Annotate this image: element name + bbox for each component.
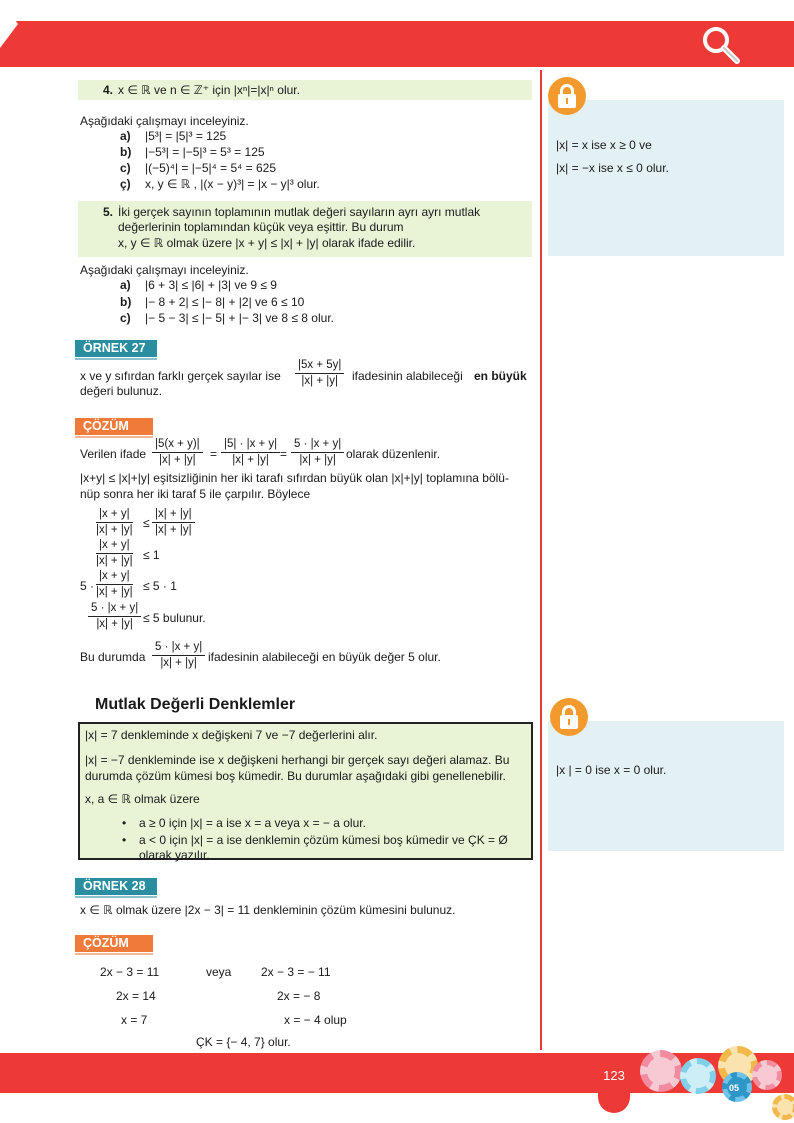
cozum28-l3: x = 7 (121, 1013, 148, 1027)
cozum28-r2: 2x = − 8 (277, 989, 321, 1003)
cozum27-final-b: ifadesinin alabileceği en büyük değer 5 olur. (208, 650, 441, 664)
work2-item-b: |− 8 + 2| ≤ |− 8| + |2| ve 6 ≤ 10 (145, 295, 305, 309)
cozum28-r3: x = − 4 olup (284, 1013, 347, 1027)
step3-frac (93, 570, 136, 599)
bullet2-dot: • (122, 833, 127, 847)
ornek27-question-bold: en büyük (474, 369, 527, 383)
cozum27-frac2-num: |5| · |x + y| (221, 438, 280, 453)
rule5-line3: x, y ∈ ℝ olmak üzere |x + y| ≤ |x| + |y| olarak ifade edilir. (118, 236, 416, 250)
side1-line1: |x| = x ise x ≥ 0 ve (556, 138, 652, 152)
gear-icon (772, 1094, 794, 1120)
side1-line2: |x| = −x ise x ≤ 0 olur. (556, 161, 669, 175)
cozum27-line3: nüp sonra her iki taraf 5 ile çarpılır. Böylece (80, 487, 311, 501)
section-p1: |x| = 7 denkleminde x değişkeni 7 ve −7 değerlerini alır. (85, 728, 378, 742)
work1-label-b: b) (120, 145, 132, 159)
cozum27-frac1-den: |x| + |y| (159, 454, 196, 466)
work1-label-d: ç) (120, 177, 131, 191)
rule5-line2: değerlerinin toplamından küçük veya eşittir. Bu durum (118, 220, 404, 234)
step2-den: |x| + |y| (96, 555, 133, 567)
step1-le: ≤ (143, 516, 150, 530)
work1-label-c: c) (120, 161, 131, 175)
rule5-number: 5. (103, 205, 114, 219)
lock-icon (550, 698, 588, 736)
work1-item-d: x, y ∈ ℝ , |(x − y)³| = |x − y|³ olur. (145, 177, 320, 191)
step3-num: |x + y| (96, 570, 133, 585)
gear-icon (640, 1050, 682, 1092)
cozum28-l2: 2x = 14 (116, 989, 156, 1003)
bullet1-dot: • (122, 816, 127, 830)
step2-right: ≤ 1 (143, 548, 160, 562)
step1-frac-right (152, 508, 195, 537)
step3-den: |x| + |y| (96, 586, 133, 598)
cozum27-line1-a: Verilen ifade (80, 447, 147, 461)
work2-label-b: b) (120, 295, 132, 309)
ornek27-question-part1: x ve y sıfırdan farklı gerçek sayılar ise (80, 369, 281, 383)
cozum27-frac1-num: |5(x + y)| (152, 438, 203, 453)
cozum27-frac2 (221, 438, 280, 467)
gear-label: 05 (729, 1083, 740, 1093)
step3-right: ≤ 5 · 1 (143, 579, 177, 593)
step1-frac-left (93, 508, 136, 537)
side2-line1: |x | = 0 ise x = 0 olur. (556, 763, 667, 777)
step3-left: 5 · (80, 579, 95, 593)
cozum28-result: ÇK = {− 4, 7} olur. (196, 1035, 291, 1049)
work1-label-a: a) (120, 129, 131, 143)
cozum27-eq2: = (280, 447, 288, 461)
step4-right: ≤ 5 bulunur. (143, 611, 206, 625)
rule5-line1: İki gerçek sayının toplamının mutlak değeri sayıların ayrı ayrı mutlak (118, 205, 481, 219)
page-number: 123 (603, 1068, 625, 1083)
cozum27-line2: |x+y| ≤ |x|+|y| eşitsizliğinin her iki tarafı sıfırdan büyük olan |x|+|y| toplamına bölü- (80, 471, 509, 485)
step4-num: 5 · |x + y| (88, 602, 141, 617)
cozum28-l1: 2x − 3 = 11 (100, 965, 160, 979)
magnifier-icon (700, 24, 740, 64)
cozum27-line1-b: olarak düzenlenir. (346, 447, 441, 461)
cozum28-veya: veya (206, 965, 232, 979)
side-note-1 (548, 100, 784, 256)
work2-item-a: |6 + 3| ≤ |6| + |3| ve 9 ≤ 9 (145, 278, 277, 292)
rule4-text: x ∈ ℝ ve n ∈ ℤ⁺ için |xⁿ|=|x|ⁿ olur. (118, 83, 300, 97)
work2-intro: Aşağıdaki çalışmayı inceleyiniz. (80, 263, 249, 277)
ornek27-question-line2: değeri bulunuz. (80, 384, 163, 398)
step4-frac (88, 602, 141, 631)
work2-item-c: |− 5 − 3| ≤ |− 5| + |− 3| ve 8 ≤ 8 olur. (145, 311, 334, 325)
cozum27-frac3-num: 5 · |x + y| (291, 438, 344, 453)
cozum27-frac1 (152, 438, 203, 467)
ornek27-frac-num: |5x + 5y| (295, 359, 344, 374)
ornek27-frac-den: |x| + |y| (301, 375, 338, 387)
step1-left-num: |x + y| (96, 508, 133, 523)
cozum27-final-frac (152, 641, 205, 670)
section-p3: x, a ∈ ℝ olmak üzere (85, 792, 200, 806)
cozum27-frac3-den: |x| + |y| (299, 454, 336, 466)
side-note-2 (548, 721, 784, 851)
cozum28-r1: 2x − 3 = − 11 (261, 965, 331, 979)
ornek28-tag: ÖRNEK 28 (75, 878, 157, 895)
ornek28-question: x ∈ ℝ olmak üzere |2x − 3| = 11 denkleminin çözüm kümesini bulunuz. (80, 903, 456, 917)
header-bar (0, 21, 794, 67)
cozum27-eq1: = (210, 447, 218, 461)
work1-item-a: |5³| = |5|³ = 125 (145, 129, 227, 143)
gear-icon (680, 1058, 716, 1094)
ornek27-tag: ÖRNEK 27 (75, 340, 157, 357)
cozum28-tag: ÇÖZÜM (75, 935, 153, 952)
gear-icon (752, 1060, 782, 1090)
section-bullet1: a ≥ 0 için |x| = a ise x = a veya x = − a olur. (139, 816, 366, 830)
section-bullet2b: olarak yazılır. (139, 848, 210, 862)
lock-icon (548, 77, 586, 115)
ornek27-question-part2: ifadesinin alabileceği (352, 369, 463, 383)
cozum27-frac2-den: |x| + |y| (232, 454, 269, 466)
final-frac-den: |x| + |y| (160, 657, 197, 669)
step2-num: |x + y| (96, 539, 133, 554)
step1-right-num: |x| + |y| (152, 508, 195, 523)
header-notch (0, 0, 18, 48)
work2-label-c: c) (120, 311, 131, 325)
cozum27-tag: ÇÖZÜM (75, 418, 153, 435)
work2-label-a: a) (120, 278, 131, 292)
section-bullet2a: a < 0 için |x| = a ise denklemin çözüm kümesi boş kümedir ve ÇK = Ø (139, 833, 508, 847)
final-frac-num: 5 · |x + y| (152, 641, 205, 656)
cozum27-frac3 (291, 438, 344, 467)
section-p2a: |x| = −7 denkleminde ise x değişkeni herhangi bir gerçek sayı değeri alamaz. Bu (85, 753, 510, 767)
section-title: Mutlak Değerli Denklemler (95, 696, 296, 713)
step4-den: |x| + |y| (96, 618, 133, 630)
work1-intro: Aşağıdaki çalışmayı inceleyiniz. (80, 114, 249, 128)
ornek27-fraction (295, 359, 344, 388)
work1-item-b: |−5³| = |−5|³ = 5³ = 125 (145, 145, 265, 159)
page-number-tab (598, 1053, 630, 1113)
cozum27-final-a: Bu durumda (80, 650, 146, 664)
step2-frac (93, 539, 136, 568)
section-p2b: durumda çözüm kümesi boş kümedir. Bu durumlar aşağıdaki gibi genellenebilir. (85, 769, 506, 783)
work1-item-c: |(−5)⁴| = |−5|⁴ = 5⁴ = 625 (145, 161, 277, 175)
step1-right-den: |x| + |y| (155, 524, 192, 536)
step1-left-den: |x| + |y| (96, 524, 133, 536)
rule4-number: 4. (103, 83, 114, 97)
column-divider (540, 70, 542, 1050)
